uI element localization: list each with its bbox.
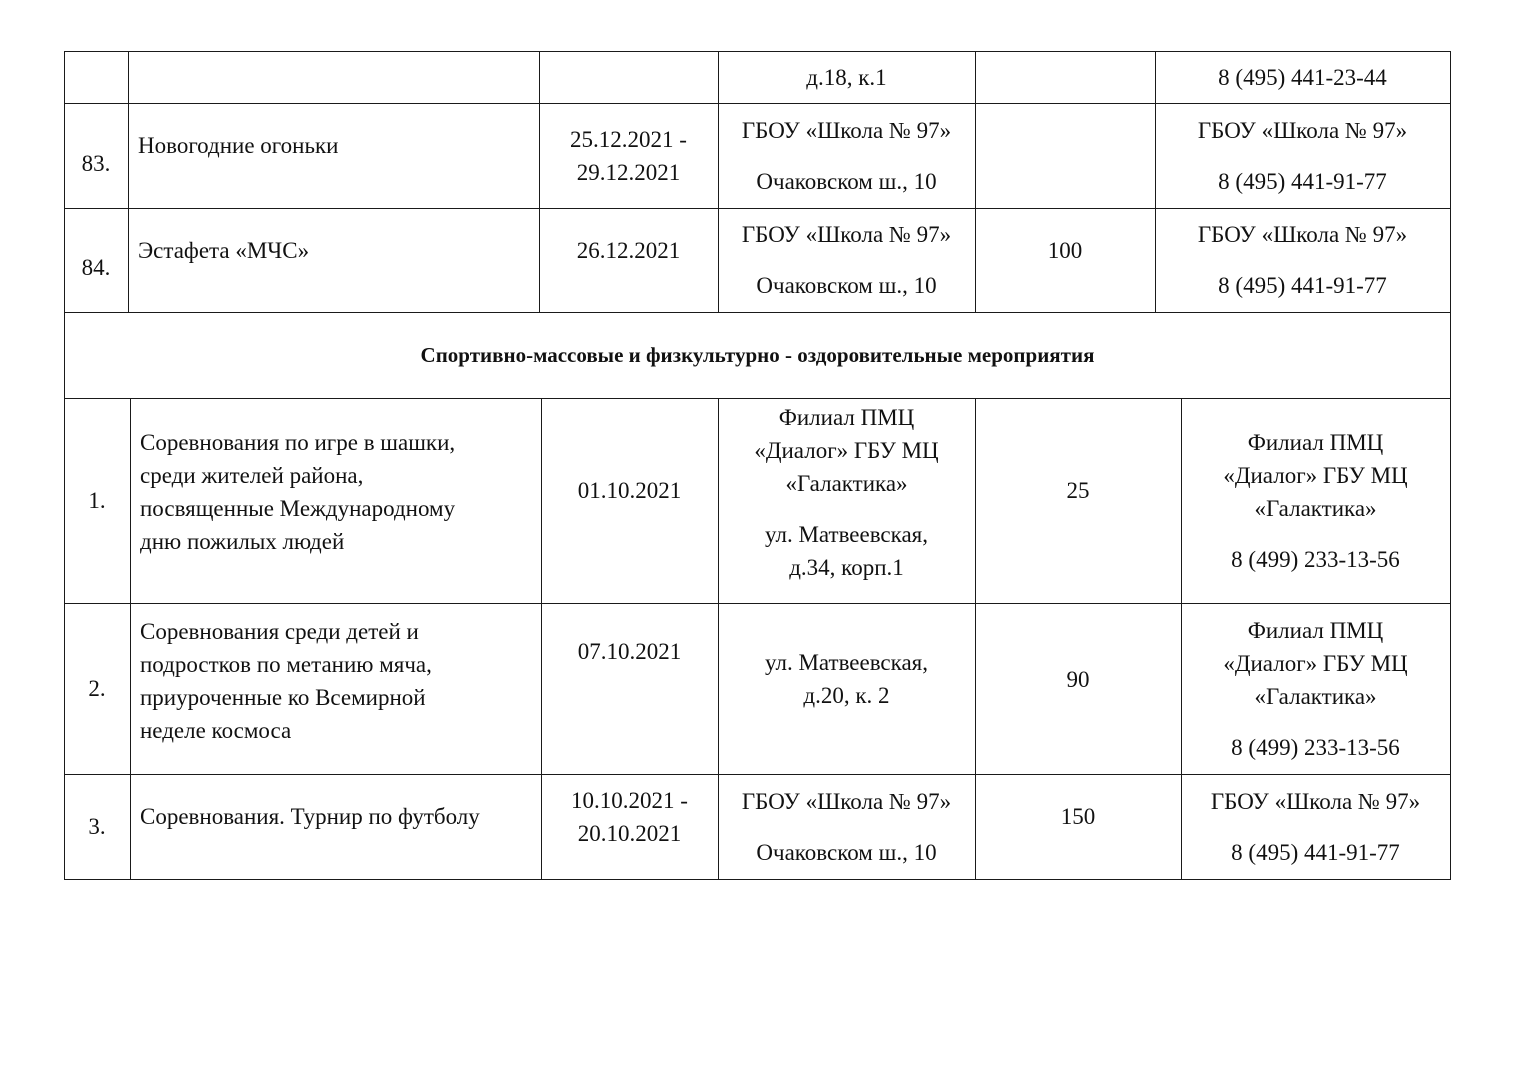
organizer-name-line: «Галактика» — [1254, 683, 1377, 709]
participant-count: 100 — [1047, 237, 1083, 263]
table-cell-date — [541, 774, 718, 859]
event-name-line: приуроченные ко Всемирной — [140, 684, 426, 710]
event-date-start: 25.12.2021 - — [570, 126, 687, 152]
table-cell-organizer — [1181, 603, 1450, 774]
table-cell-count — [975, 103, 1155, 208]
table-cell-place — [718, 51, 975, 103]
event-name-line: Соревнования по игре в шашки, — [140, 430, 456, 455]
table-cell-name — [130, 774, 541, 859]
place-name: ГБОУ «Школа № 97» — [741, 788, 952, 814]
organizer-phone: 8 (495) 441-91-77 — [1231, 839, 1400, 865]
place-address-line: ул. Матвеевская, — [764, 521, 929, 547]
participant-count: 25 — [1066, 478, 1090, 503]
table-cell-name — [128, 103, 539, 188]
place-address: Очаковском ш., 10 — [756, 273, 937, 298]
organizer-name-line: «Диалог» ГБУ МЦ — [1223, 650, 1408, 676]
table-cell-count — [975, 774, 1181, 859]
table-cell-place — [718, 398, 975, 586]
event-name-line: дню пожилых людей — [140, 529, 345, 554]
place-name-line: Филиал ПМЦ — [778, 404, 915, 430]
table-cell-number — [64, 222, 128, 312]
event-date-end: 29.12.2021 — [576, 159, 681, 185]
row-number: 2. — [88, 676, 106, 701]
event-date: 26.12.2021 — [576, 237, 681, 263]
table-cell-place — [718, 603, 975, 755]
place-address-line: д.34, корп.1 — [789, 554, 904, 580]
row-number: 3. — [88, 814, 106, 839]
event-name: Соревнования. Турнир по футболу — [140, 804, 480, 829]
table-cell-number — [64, 118, 128, 208]
organizer-phone: 8 (495) 441-91-77 — [1218, 273, 1387, 298]
event-name-line: среди жителей района, — [140, 463, 364, 488]
table-cell-name — [130, 398, 541, 586]
table-border-bottom — [64, 879, 1451, 880]
table-cell-number — [64, 774, 130, 879]
place-address: Очаковском ш., 10 — [756, 168, 937, 194]
table-cell-organizer — [1155, 51, 1450, 103]
event-name-line: неделе космоса — [140, 717, 292, 743]
table-cell-place — [718, 774, 975, 879]
organizer-phone: 8 (499) 233-13-56 — [1231, 546, 1400, 572]
row-number: 1. — [88, 488, 106, 513]
organizer-name: ГБОУ «Школа № 97» — [1197, 117, 1408, 143]
organizer-name-line: Филиал ПМЦ — [1247, 429, 1384, 455]
place-name: ГБОУ «Школа № 97» — [741, 222, 952, 247]
organizer-name-line: Филиал ПМЦ — [1247, 617, 1384, 643]
event-date-end: 20.10.2021 — [577, 820, 682, 846]
participant-count: 90 — [1066, 666, 1090, 692]
organizer-phone: 8 (495) 441-23-44 — [1218, 64, 1387, 90]
table-cell-place — [718, 103, 975, 208]
organizer-name-line: «Галактика» — [1254, 495, 1377, 521]
organizer-phone: 8 (495) 441-91-77 — [1218, 168, 1387, 194]
section-heading — [64, 312, 1451, 398]
table-cell-date — [541, 603, 718, 699]
row-number: 83. — [81, 150, 111, 176]
table-cell-count — [975, 603, 1181, 755]
place-address: Очаковском ш., 10 — [756, 839, 937, 865]
place-address-line: д.20, к. 2 — [803, 683, 890, 708]
event-name: Эстафета «МЧС» — [138, 237, 310, 263]
participant-count: 150 — [1060, 804, 1096, 829]
table-cell-date — [539, 208, 718, 292]
organizer-name: ГБОУ «Школа № 97» — [1197, 222, 1408, 247]
place-address-line: ул. Матвеевская, — [764, 650, 929, 675]
table-cell-organizer — [1181, 398, 1450, 603]
event-name-line: подростков по метанию мяча, — [140, 651, 432, 677]
organizer-name: ГБОУ «Школа № 97» — [1210, 788, 1421, 814]
organizer-name-line: «Диалог» ГБУ МЦ — [1223, 462, 1408, 488]
organizer-phone: 8 (499) 233-13-56 — [1231, 734, 1400, 760]
table-cell-place — [718, 208, 975, 312]
table-cell-date — [541, 398, 718, 583]
table-border-right — [1450, 51, 1451, 880]
table-cell-name — [128, 208, 539, 292]
table-cell-count — [975, 398, 1181, 583]
place-name: ГБОУ «Школа № 97» — [741, 117, 952, 143]
table-cell-number — [64, 398, 130, 603]
section-title: Спортивно-массовые и физкультурно - оздоровительные мероприятия — [420, 342, 1095, 367]
place-name-line: «Диалог» ГБУ МЦ — [754, 437, 939, 463]
table-cell-organizer — [1155, 103, 1450, 208]
event-name-line: Соревнования среди детей и — [140, 618, 419, 644]
event-date: 01.10.2021 — [577, 478, 682, 503]
place-text: д.18, к.1 — [806, 64, 887, 90]
table-cell-count — [975, 208, 1155, 292]
place-name-line: «Галактика» — [785, 470, 908, 496]
event-name: Новогодние огоньки — [138, 133, 339, 158]
table-cell-organizer — [1181, 774, 1450, 879]
table-cell-organizer — [1155, 208, 1450, 312]
table-cell-number — [64, 603, 130, 774]
table-cell-date — [539, 103, 718, 208]
table-cell-name — [130, 603, 541, 758]
row-number: 84. — [81, 254, 111, 280]
event-date-start: 10.10.2021 - — [571, 787, 688, 813]
event-date: 07.10.2021 — [577, 638, 682, 664]
event-name-line: посвященные Международному — [140, 496, 456, 521]
